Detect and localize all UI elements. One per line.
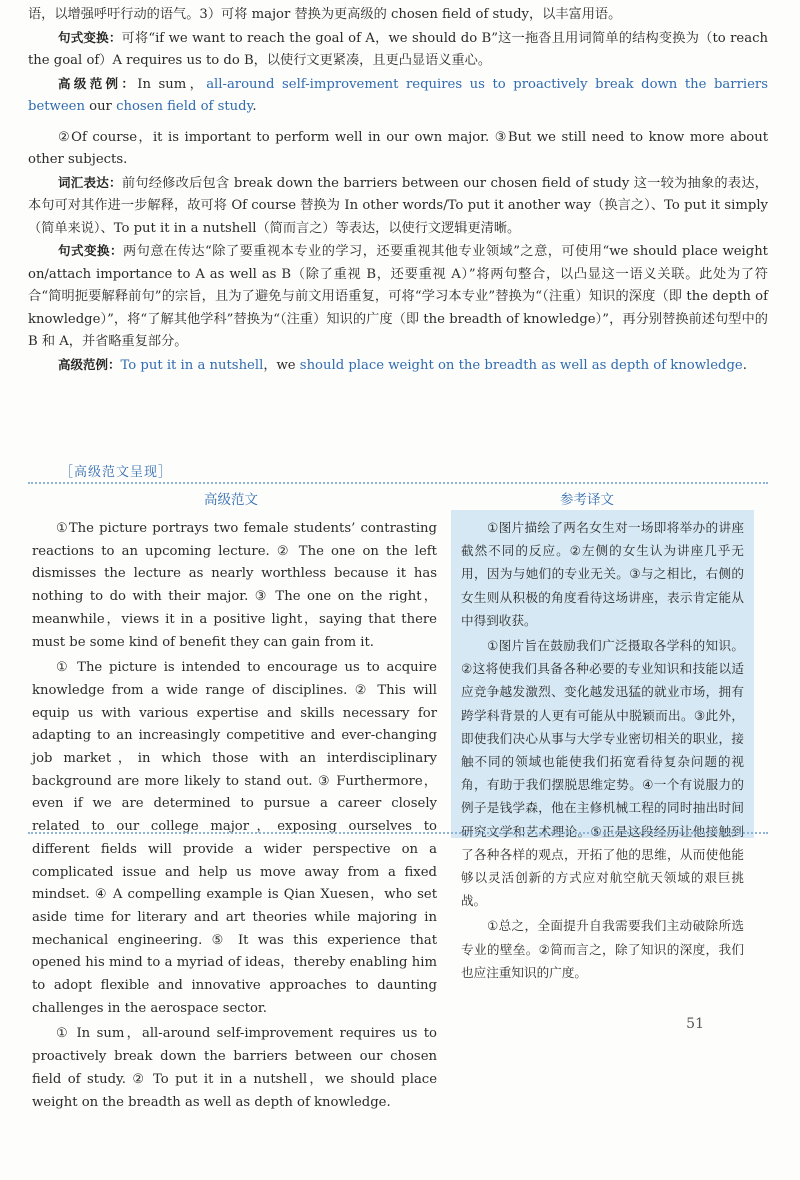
p3-highlight-1: all-around self-improvement requires us to proactively break down the barriers between (28, 76, 768, 114)
p7-highlight-1: To put it in a nutshell (120, 357, 264, 373)
paragraph-5 (28, 172, 768, 241)
divider-bottom (28, 832, 768, 834)
translation-paragraph-2: ①图片旨在鼓励我们广泛摄取各学科的知识。②这将使我们具备各种必要的专业知识和技能以适应竞争越发激烈、变化越发迅猛的就业市场，拥有跨学科背景的人更有可能从中脱颖而出。③此外，即使我们决心从事与大学专业密切相关的职业，接触不同的领域也能使我们拓宽看待复杂问题的视角，有助于我们摆脱思维定势。④一个有说服力的例子是钱学森，他在主修机械工程的同时抽出时间研究文学和艺术理论。⑤正是这段经历让他接触到了各种各样的观点，开拓了他的思维，从而使他能够以灵活创新的方式应对航空航天领域的艰巨挑战。 (461, 638, 744, 909)
paragraph-2 (28, 27, 768, 73)
page-number: 51 (686, 1016, 704, 1032)
paragraph-2-text: 可将“if we want to reach the goal of A，we should do B”这一拖沓且用词简单的结构变换为（to reach the goal of）A requires us to do B，以使行文更紧凑，且更凸显语义重心。 (28, 30, 768, 68)
p3-pre: In sum， (137, 76, 207, 92)
translation-heading: 参考译文 (560, 492, 614, 508)
analysis-text (28, 4, 768, 377)
translation-paragraph-1: ①图片描绘了两名女生对一场即将举办的讲座截然不同的反应。②左侧的女生认为讲座几乎无用，因为与她们的专业无关。③与之相比，右侧的女生则从积极的角度看待这场讲座，表示肯定能从中得到收获。 (461, 520, 744, 628)
p7-highlight-2: should place weight on the breadth as well as depth of knowledge (299, 357, 743, 373)
p7-mid: ，we (263, 357, 300, 373)
p7-end: . (742, 357, 747, 373)
section-title: ［高级范文呈现］ (60, 465, 173, 480)
paragraph-1: 语，以增强呼吁行动的语气。3）可将 major 替换为更高级的 chosen field of study，以丰富用语。 (28, 7, 622, 22)
paragraph-6 (28, 240, 768, 354)
reference-translation (451, 510, 754, 980)
label-example-2: 高级范例： (58, 356, 121, 372)
paragraph-3 (28, 73, 768, 119)
p3-highlight-2: chosen field of study (116, 99, 253, 114)
model-essay (32, 518, 437, 1117)
label-vocabulary: 词汇表达： (58, 174, 122, 190)
translation-paragraph-3: ①总之，全面提升自我需要我们主动破除所选专业的壁垒。②简而言之，除了知识的深度，我们也应注重知识的广度。 (461, 918, 744, 980)
label-sentence-transform-2: 句式变换： (58, 243, 123, 258)
essay-paragraph-1: ①The picture portrays two female students’ contrasting reactions to an upcoming lecture. ② The one on the left dismisses the lecture as nearly worthless because it has nothing to do with their major. ③ The one on the right，meanwhile，views it in a positive light，saying that there must be some kind of benefit they can gain from it. (32, 521, 437, 650)
divider-top (28, 482, 768, 484)
paragraph-5-text: 前句经修改后包含 break down the barriers between our chosen field of study 这一较为抽象的表达，本句可对其作进一步解释，故可将 Of course 替换为 In other words/To put it another way（换言之）、To put it simply（简单来说）、To put it in a nutshell（简而言之）等表达，以使行文逻辑更清晰。 (28, 175, 768, 236)
paragraph-6-text: 两句意在传达“除了要重视本专业的学习，还要重视其他专业领域”之意，可使用“we should place weight on/attach importance to A as well as B（除了重视 B，还要重视 A）”将两句整合，以凸显这一语义关联。此处为了符合“简明扼要解释前句”的宗旨，且为了避免与前文用语重复，可将“学习本专业”替换为“（注重）知识的深度（即 the depth of knowledge）”，将“了解其他学科”替换为“（注重）知识的广度（即 the breadth of knowledge）”，再分别替换前述句型中的 B 和 A，并省略重复部分。 (28, 244, 768, 349)
label-example: 高级范例： (58, 75, 138, 91)
essay-paragraph-3: ① In sum，all-around self-improvement requires us to proactively break down the barriers between our chosen field of study. ② To put it in a nutshell，we should place weight on the breadth as well as depth of knowledge. (32, 1026, 437, 1110)
p3-mid: our (84, 99, 117, 114)
paragraph-4: ②Of course，it is important to perform well in our own major. ③But we still need to know more about other subjects. (28, 129, 768, 167)
p3-end: . (252, 99, 257, 114)
essay-heading: 高级范文 (204, 492, 258, 508)
label-sentence-transform: 句式变换： (58, 29, 122, 45)
essay-paragraph-2: ① The picture is intended to encourage us to acquire knowledge from a wide range of disciplines. ② This will equip us with various expertise and skills necessary for adapting to an increasingly competitive and ever-changing job market，in which those with an interdisciplinary background are more likely to stand out. ③ Furthermore，even if we are determined to pursue a career closely related to our college major，exposing ourselves to different fields will provide a wider perspective on a complicated issue and help us move away from a fixed mindset. ④ A compelling example is Qian Xuesen，who set aside time for literary and art theories while majoring in mechanical engineering. ⑤ It was this experience that opened his mind to a myriad of ideas，thereby enabling him to adopt flexible and innovative approaches to daunting challenges in the aerospace sector. (32, 660, 437, 1016)
paragraph-7 (28, 354, 768, 378)
